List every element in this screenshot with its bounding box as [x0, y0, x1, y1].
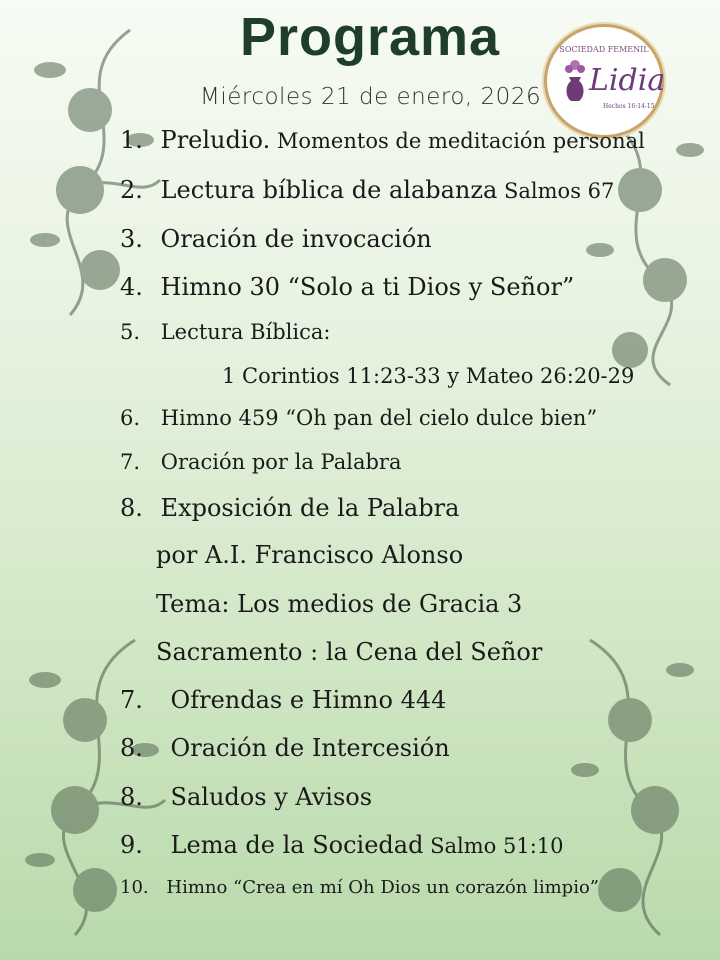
item-title: Himno 459 “Oh pan del cielo dulce bien”	[160, 406, 598, 430]
program-item	[120, 450, 402, 474]
item-number: 8.	[120, 783, 143, 811]
item-number: 4.	[120, 273, 143, 301]
vase-icon	[561, 59, 589, 103]
item-title: Exposición de la Palabra	[160, 494, 460, 522]
item-title: Preludio.	[160, 126, 271, 154]
page-title: Programa	[239, 7, 501, 67]
item-title: Lectura Bíblica:	[160, 320, 331, 344]
item-number: 10.	[120, 877, 149, 898]
preacher-line: por A.I. Francisco Alonso	[156, 541, 464, 569]
program-item	[120, 225, 432, 253]
item-number: 2.	[120, 176, 143, 204]
item-number: 8.	[120, 734, 143, 762]
program-item	[120, 734, 450, 762]
item-title: Oración por la Palabra	[160, 450, 402, 474]
program-item	[120, 686, 446, 714]
theme-line: Tema: Los medios de Gracia 3	[156, 590, 523, 618]
item-title: Lema de la Sociedad	[170, 831, 424, 859]
program-item	[120, 831, 564, 859]
item-number: 5.	[120, 320, 141, 344]
program-item	[120, 494, 459, 522]
program-item	[120, 406, 597, 430]
item-detail: Momentos de meditación personal	[270, 129, 645, 153]
item-title: Oración de invocación	[160, 225, 432, 253]
sacrament-line: Sacramento : la Cena del Señor	[156, 638, 543, 666]
logo-reference: Hechos 16:14-15	[603, 103, 655, 110]
item-title: Oración de Intercesión	[170, 734, 450, 762]
item-detail: Salmo 51:10	[423, 834, 564, 858]
program-item	[120, 877, 599, 898]
program-item	[120, 176, 614, 204]
logo-society-text: SOCIEDAD FEMENIL	[559, 45, 649, 54]
logo-name: Lidia	[589, 63, 666, 98]
item-number: 9.	[120, 831, 143, 859]
program-item	[120, 320, 330, 344]
item-number: 6.	[120, 406, 141, 430]
item-number: 1.	[120, 126, 143, 154]
program-item	[120, 273, 574, 301]
program-item	[120, 126, 645, 154]
item-title: Saludos y Avisos	[170, 783, 373, 811]
program-item	[120, 783, 372, 811]
scripture-reference: 1 Corintios 11:23-33 y Mateo 26:20-29	[222, 364, 635, 388]
item-detail: Salmos 67	[497, 179, 615, 203]
item-number: 7.	[120, 686, 143, 714]
item-title: Himno “Crea en mí Oh Dios un corazón limpio”	[166, 877, 599, 898]
event-date: Miércoles 21 de enero, 2026	[200, 84, 542, 110]
item-title: Ofrendas e Himno 444	[170, 686, 447, 714]
item-number: 3.	[120, 225, 143, 253]
society-logo	[544, 24, 664, 138]
item-number: 7.	[120, 450, 141, 474]
item-title: Himno 30 “Solo a ti Dios y Señor”	[160, 273, 575, 301]
item-number: 8.	[120, 494, 143, 522]
item-title: Lectura bíblica de alabanza	[160, 176, 498, 204]
